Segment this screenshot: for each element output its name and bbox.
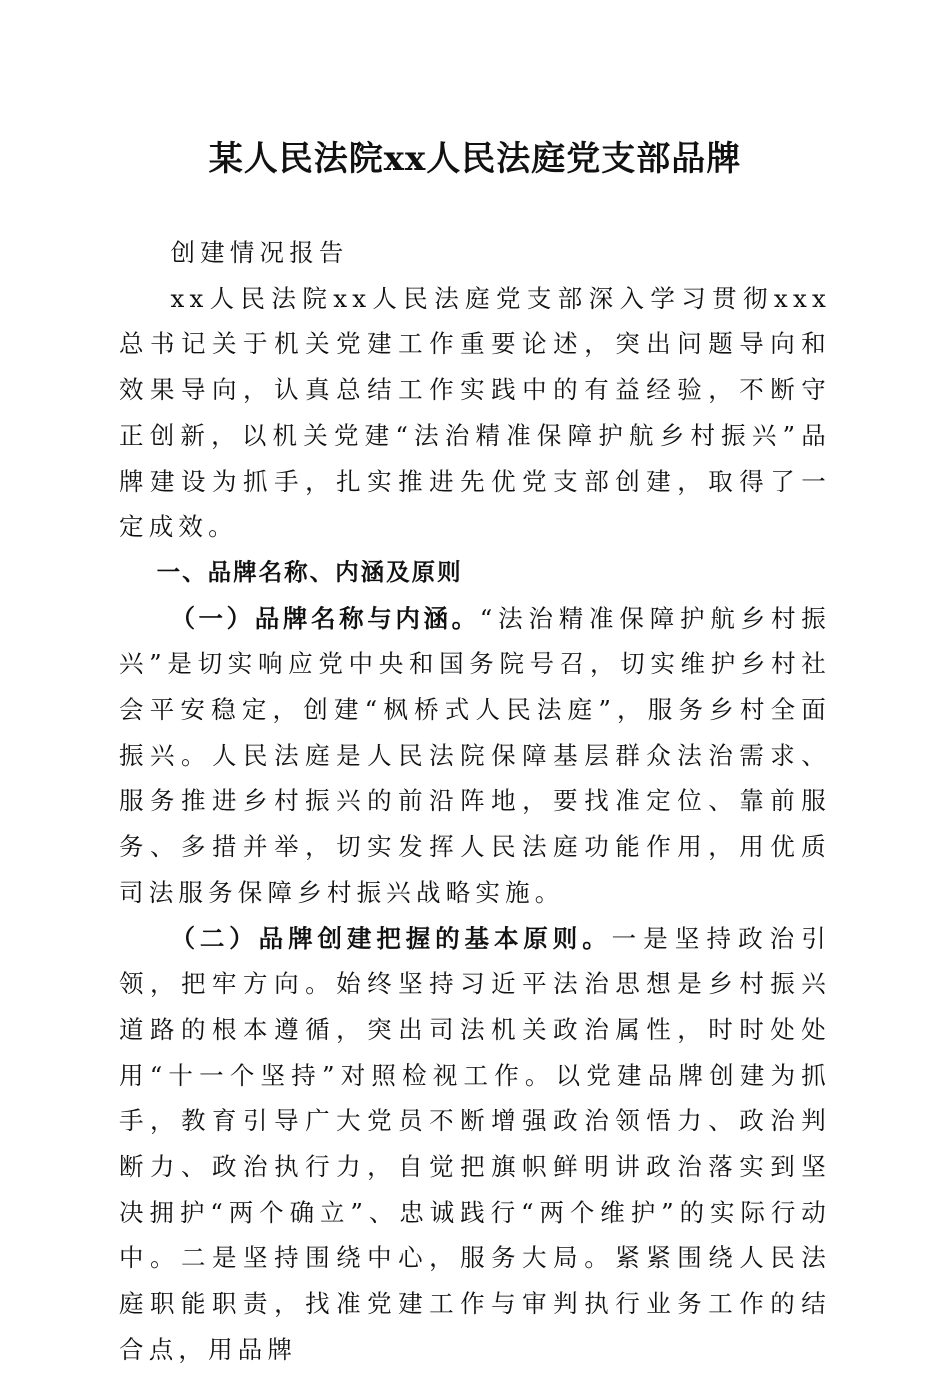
document-body: [119, 230, 831, 1373]
paragraph-basic-principles-text: 一是坚持政治引领，把牢方向。始终坚持习近平法治思想是乡村振兴道路的根本遵循，突出司法机关政治属性，时时处处用“十一个坚持”对照检视工作。以党建品牌创建为抓手，教育引导广大党员不断增强政治领悟力、政治判断力、政治执行力，自觉把旗帜鲜明讲政治落实到坚决拥护“两个确立”、忠诚践行“两个维护”的实际行动中。二是坚持围绕中心，服务大局。紧紧围绕人民法庭职能职责，找准党建工作与审判执行业务工作的结合点，用品牌: [119, 923, 831, 1364]
paragraph-intro: xx人民法院xx人民法庭党支部深入学习贯彻xxx总书记关于机关党建工作重要论述，突出问题导向和效果导向，认真总结工作实践中的有益经验，不断守正创新，以机关党建“法治精准保障护航乡村振兴”品牌建设为抓手，扎实推进先优党支部创建，取得了一定成效。: [119, 283, 831, 542]
paragraph-report-subtitle: 创建情况报告: [170, 238, 349, 267]
paragraph-brand-meaning-text: “法治精准保障护航乡村振兴”是切实响应党中央和国务院号召，切实维护乡村社会平安稳定，创建“枫桥式人民法庭”，服务乡村全面振兴。人民法庭是人民法院保障基层群众法治需求、服务推进乡村振兴的前沿阵地，要找准定位、靠前服务、多措并举，切实发挥人民法庭功能作用，用优质司法服务保障乡村振兴战略实施。: [119, 603, 831, 907]
section-heading-1: 一、品牌名称、内涵及原则: [156, 557, 463, 586]
document-title: 某人民法院xx人民法庭党支部品牌: [208, 139, 742, 179]
subsection-heading-2: （二）品牌创建把握的基本原则。: [170, 923, 612, 953]
paragraph-brand-meaning: [119, 596, 831, 916]
subsection-heading-1: （一）品牌名称与内涵。: [170, 603, 480, 633]
paragraph-basic-principles: [119, 916, 831, 1373]
